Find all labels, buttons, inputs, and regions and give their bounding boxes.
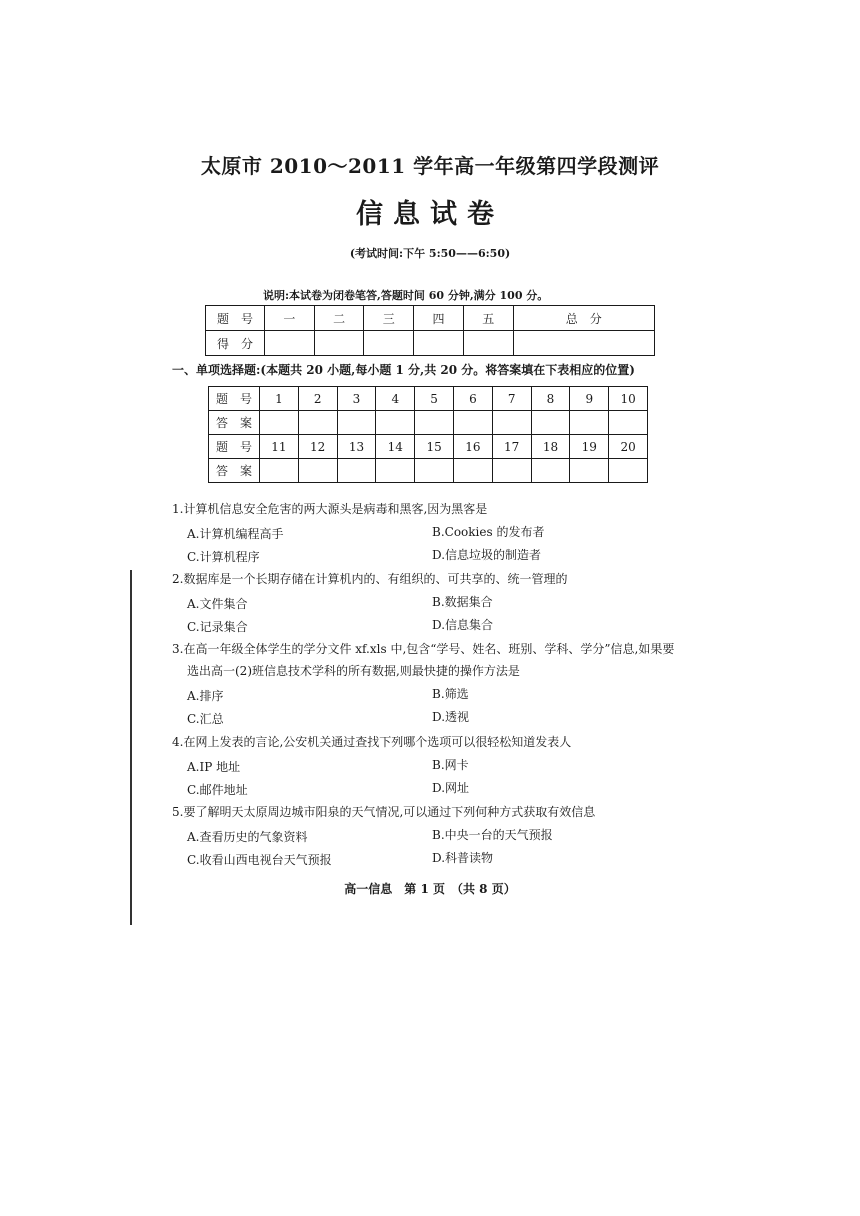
question-number: 17 — [492, 435, 531, 459]
question-number: 13 — [337, 435, 376, 459]
exam-instructions: 说明:本试卷为闭卷笔答,答题时间 60 分钟,满分 100 分。 — [263, 289, 549, 302]
answer-cell[interactable] — [260, 459, 299, 483]
score-table-label: 得 分 — [206, 331, 265, 356]
score-cell[interactable] — [414, 331, 464, 356]
option-c: C.汇总 — [187, 712, 224, 726]
answer-cell[interactable] — [260, 411, 299, 435]
score-table-col: 一 — [265, 306, 315, 331]
option-b: B.数据集合 — [432, 595, 493, 609]
score-table-col: 总 分 — [513, 306, 654, 331]
option-c: C.收看山西电视台天气预报 — [187, 853, 332, 867]
score-table-col: 五 — [463, 306, 513, 331]
score-cell[interactable] — [513, 331, 654, 356]
question-number: 18 — [531, 435, 570, 459]
option-a: A.文件集合 — [187, 597, 248, 611]
question-number: 1 — [260, 387, 299, 411]
answer-cell[interactable] — [531, 459, 570, 483]
question-number: 7 — [492, 387, 531, 411]
question-stem: 5.要了解明天太原周边城市阳泉的天气情况,可以通过下列何种方式获取有效信息 — [172, 805, 596, 819]
question-number: 16 — [453, 435, 492, 459]
answer-table-answer-row — [209, 459, 648, 483]
option-b: B.Cookies 的发布者 — [432, 525, 545, 539]
option-d: D.信息集合 — [432, 618, 494, 632]
score-cell[interactable] — [314, 331, 364, 356]
question-number: 15 — [415, 435, 454, 459]
question-stem: 2.数据库是一个长期存储在计算机内的、有组织的、可共享的、统一管理的 — [172, 572, 568, 586]
question-number: 20 — [609, 435, 648, 459]
answer-cell[interactable] — [337, 411, 376, 435]
score-table-col: 三 — [364, 306, 414, 331]
question-number: 6 — [453, 387, 492, 411]
option-c: C.计算机程序 — [187, 550, 260, 564]
answer-table-label: 题 号 — [209, 435, 260, 459]
question-stem: 3.在高一年级全体学生的学分文件 xf.xls 中,包含“学号、姓名、班别、学科、学分”信息,如果要 — [172, 642, 675, 656]
answer-cell[interactable] — [376, 411, 415, 435]
answer-cell[interactable] — [337, 459, 376, 483]
option-a: A.IP 地址 — [187, 760, 241, 774]
answer-cell[interactable] — [570, 459, 609, 483]
answer-cell[interactable] — [376, 459, 415, 483]
exam-time: (考试时间:下午 5:50——6:50) — [349, 247, 511, 260]
question-number: 14 — [376, 435, 415, 459]
question-number: 19 — [570, 435, 609, 459]
option-b: B.网卡 — [432, 758, 469, 772]
question-stem: 4.在网上发表的言论,公安机关通过查找下列哪个选项可以很轻松知道发表人 — [172, 735, 572, 749]
score-cell[interactable] — [364, 331, 414, 356]
question-number: 2 — [298, 387, 337, 411]
answer-table-answer-row — [209, 411, 648, 435]
option-b: B.中央一台的天气预报 — [432, 828, 553, 842]
option-b: B.筛选 — [432, 687, 469, 701]
score-table-score-row — [206, 331, 655, 356]
score-table-col: 四 — [414, 306, 464, 331]
answer-table-number-row — [209, 435, 648, 459]
option-d: D.科普读物 — [432, 851, 494, 865]
section-heading: 一、单项选择题:(本题共 20 小题,每小题 1 分,共 20 分。将答案填在下表相应的位置) — [172, 363, 635, 377]
question-number: 4 — [376, 387, 415, 411]
score-table-header-row — [206, 306, 655, 331]
answer-table-label: 答 案 — [209, 411, 260, 435]
question-number: 11 — [260, 435, 299, 459]
question-number: 9 — [570, 387, 609, 411]
answer-cell[interactable] — [531, 411, 570, 435]
option-a: A.查看历史的气象资料 — [187, 830, 308, 844]
answer-table-label: 题 号 — [209, 387, 260, 411]
option-a: A.排序 — [187, 689, 224, 703]
option-d: D.网址 — [432, 781, 470, 795]
binding-margin-line — [130, 570, 132, 925]
option-d: D.透视 — [432, 710, 470, 724]
answer-table — [208, 386, 648, 483]
answer-table-label: 答 案 — [209, 459, 260, 483]
answer-cell[interactable] — [570, 411, 609, 435]
answer-cell[interactable] — [415, 459, 454, 483]
answer-cell[interactable] — [609, 411, 648, 435]
score-cell[interactable] — [463, 331, 513, 356]
subject-title: 信息试卷 — [356, 199, 504, 230]
score-table-col: 二 — [314, 306, 364, 331]
question-stem-continued: 选出高一(2)班信息技术学科的所有数据,则最快捷的操作方法是 — [187, 664, 520, 678]
answer-cell[interactable] — [492, 459, 531, 483]
question-stem: 1.计算机信息安全危害的两大源头是病毒和黑客,因为黑客是 — [172, 502, 488, 516]
question-number: 5 — [415, 387, 454, 411]
page-footer: 高一信息 第 1 页 （共 8 页） — [344, 882, 516, 896]
option-d: D.信息垃圾的制造者 — [432, 548, 542, 562]
answer-cell[interactable] — [492, 411, 531, 435]
answer-cell[interactable] — [453, 459, 492, 483]
exam-main-title: 太原市 2010～2011 学年高一年级第四学段测评 — [200, 154, 660, 178]
score-cell[interactable] — [265, 331, 315, 356]
option-c: C.邮件地址 — [187, 783, 248, 797]
option-a: A.计算机编程高手 — [187, 527, 284, 541]
score-table-label: 题 号 — [206, 306, 265, 331]
answer-cell[interactable] — [415, 411, 454, 435]
answer-cell[interactable] — [453, 411, 492, 435]
answer-table-number-row — [209, 387, 648, 411]
question-number: 8 — [531, 387, 570, 411]
option-c: C.记录集合 — [187, 620, 248, 634]
question-number: 3 — [337, 387, 376, 411]
question-number: 12 — [298, 435, 337, 459]
answer-cell[interactable] — [298, 459, 337, 483]
question-number: 10 — [609, 387, 648, 411]
answer-cell[interactable] — [298, 411, 337, 435]
score-table — [205, 305, 655, 356]
answer-cell[interactable] — [609, 459, 648, 483]
